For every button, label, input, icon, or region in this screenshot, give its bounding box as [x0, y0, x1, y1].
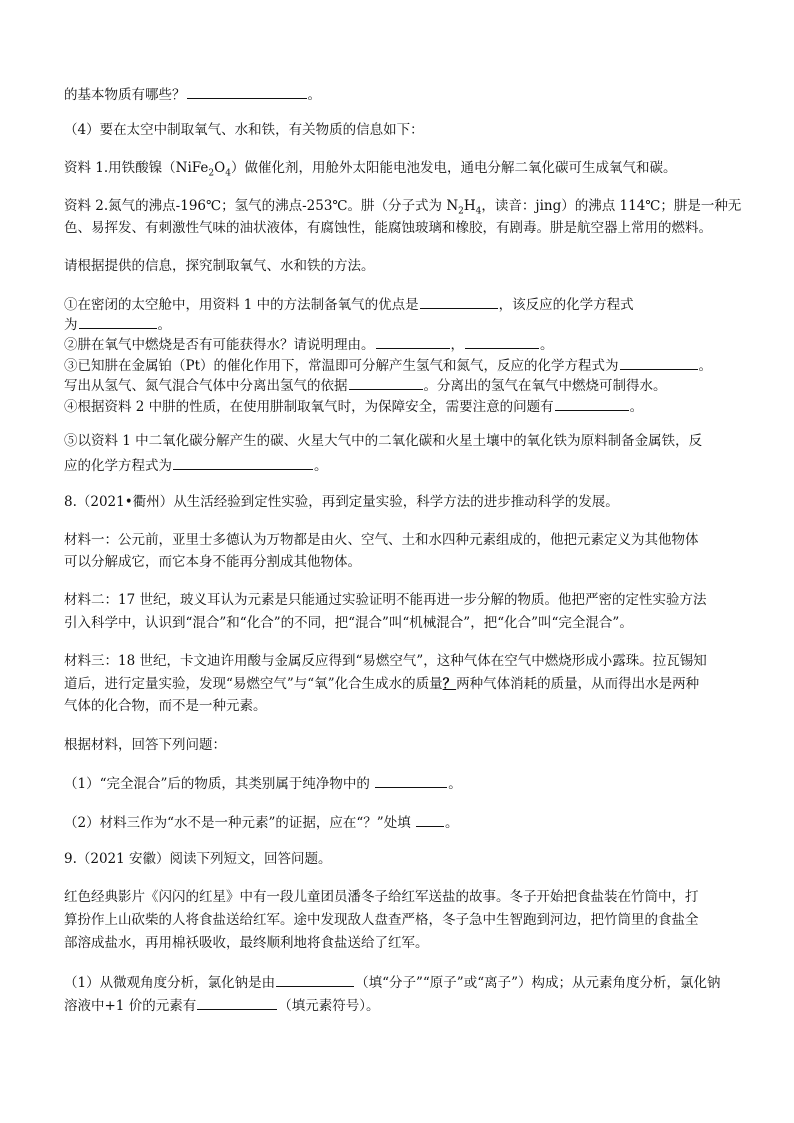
ref1-text-a: 资料 1.用铁酸镍（NiFe [64, 160, 209, 176]
ref2-line1 [64, 197, 741, 215]
ref2-text-c: ，读音：jing）的沸点 114℃；肼是一种无 [481, 198, 742, 214]
answer-blank[interactable] [349, 375, 423, 390]
line-end: 。 [157, 317, 171, 333]
line-end: 。 [445, 815, 459, 831]
q9-q1-mid: （填“分子”“原子”或“离子”）构成；从元素角度分析，氯化钠 [355, 975, 721, 991]
q7-tail-line [64, 84, 321, 104]
line-end: 。 [698, 358, 713, 374]
answer-blank[interactable] [376, 334, 450, 349]
q8-q1-line [64, 773, 462, 793]
ref1-text-b: O [214, 160, 226, 176]
q7-tail-text: 的基本物质有哪些？ [64, 87, 186, 103]
answer-blank[interactable] [197, 995, 277, 1010]
q9-p-line2: 算扮作上山砍柴的人将食盐送给红军。途中发现敌人盘查严格，冬子急中生智跑到河边，把竹筒里的食盐全 [64, 912, 699, 928]
s3-line2-end: 。分离出的氢气在氧气中燃烧可制得水。 [423, 378, 667, 394]
m3-text-a: 道后，进行定量实验，发现“易燃空气”与“氧”化合生成水的质量 [64, 676, 443, 692]
answer-blank[interactable] [187, 84, 307, 99]
s1-line2-text: 为 [64, 317, 78, 333]
q9-q1-line2 [64, 995, 379, 1015]
answer-blank[interactable] [465, 334, 539, 349]
q8-q2-text: （2）材料三作为“水不是一种元素”的证据，应在“？”处填 [64, 815, 411, 831]
q8-q2-line [64, 812, 459, 832]
s5-line1: ⑤以资料 1 中二氧化碳分解产生的碳、火星大气中的二氧化碳和火星土壤中的氧化铁为原料制备金属铁，反 [64, 433, 703, 449]
q9-p-line1: 红色经典影片《闪闪的红星》中有一段儿童团员潘冬子给红军送盐的故事。冬子开始把食盐装在竹筒中，打 [64, 889, 699, 905]
ref1-sub1: 2 [208, 168, 215, 179]
ref2-sub2: 4 [475, 206, 482, 217]
q8-m1-line2: 可以分解成它，而它本身不能再分割成其他物体。 [64, 554, 361, 570]
s2-line [64, 334, 554, 354]
ref1-text-c: ）做催化剂，用舱外太阳能电池发电，通电分解二氧化碳可生成氧气和碳。 [230, 160, 677, 176]
s5-line2-text: 应的化学方程式为 [64, 458, 172, 474]
ref1-sub2: 4 [225, 168, 231, 179]
q9-p-line3: 部溶成盐水，再用棉袄吸收，最终顺利地将食盐送给了红军。 [64, 935, 429, 951]
s4-text: ④根据资料 2 中肼的性质，在使用肼制取氧气时，为保障安全，需要注意的问题有 [64, 399, 554, 415]
s5-line2 [64, 455, 328, 475]
line-end: 。 [314, 458, 328, 474]
q8-m3-line3: 气体的化合物，而不是一种元素。 [64, 698, 267, 714]
instruction: 请根据提供的信息，探究制取氧气、水和铁的方法。 [64, 258, 375, 274]
q9-q1-line2-end: （填元素符号）。 [278, 998, 380, 1014]
q8-m3-line2 [64, 675, 699, 693]
q9-q1-line1 [64, 972, 721, 992]
s1-text-end: ，该反应的化学方程式 [498, 297, 634, 313]
q8-m3-line1: 材料三：18 世纪，卡文迪许用酸与金属反应得到“易燃空气”，这种气体在空气中燃烧形成小露珠。拉瓦锡知 [64, 653, 707, 669]
s4-line [64, 396, 643, 416]
q8-prompt: 根据材料，回答下列问题： [64, 737, 226, 753]
q8-m2-line1: 材料二：17 世纪，玻义耳认为元素是只能通过实验证明不能再进一步分解的物质。他把严密的定性实验方法 [64, 592, 707, 608]
answer-blank[interactable] [416, 812, 444, 827]
answer-blank[interactable] [276, 972, 354, 987]
s3-line2 [64, 375, 667, 395]
s2-mid: ， [450, 337, 464, 353]
line-end: 。 [540, 337, 554, 353]
m3-text-b: 两种气体消耗的质量，从而得出水是两种 [456, 676, 700, 692]
ref2-text-b: H [463, 198, 476, 214]
ref1-line [64, 159, 676, 177]
answer-blank[interactable] [375, 773, 447, 788]
q9-heading: 9.（2021 安徽）阅读下列短文，回答问题。 [64, 851, 332, 867]
s3-text: ③已知肼在金属铂（Pt）的催化作用下，常温即可分解产生氢气和氮气，反应的化学方程式为 [64, 358, 619, 374]
s3-line1 [64, 355, 712, 375]
line-end: 。 [448, 776, 462, 792]
q9-q1-text: （1）从微观角度分析，氯化钠是由 [64, 975, 276, 991]
q8-heading: 8.（2021•衢州）从生活经验到定性实验，再到定量实验，科学方法的进步推动科学的发展。 [64, 494, 619, 510]
line-end: 。 [307, 87, 321, 103]
answer-blank[interactable] [620, 355, 698, 370]
q8-q1-text: （1）“完全混合”后的物质，其类别属于纯净物中的 [64, 776, 370, 792]
s1-line2 [64, 314, 171, 334]
ref2-text-a: 资料 2.氮气的沸点-196℃；氢气的沸点-253℃。肼（分子式为 N [64, 198, 459, 214]
q9-q1-line2-text: 溶液中+1 价的元素有 [64, 998, 197, 1014]
s2-text: ②肼在氧气中燃烧是否有可能获得水？请说明理由。 [64, 337, 375, 353]
q8-m2-line2: 引入科学中，认识到“混合”和“化合”的不同，把“混合”叫“机械混合”，把“化合”叫“完全混合”。 [64, 615, 633, 631]
s3-line2-text: 写出从氢气、氮气混合气体中分离出氢气的依据 [64, 378, 348, 394]
s1-line1 [64, 294, 634, 314]
s1-text: ①在密闭的太空舱中，用资料 1 中的方法制备氧气的优点是 [64, 297, 419, 313]
answer-blank[interactable] [173, 455, 313, 470]
q7-4-intro: （4）要在太空中制取氧气、水和铁，有关物质的信息如下： [64, 122, 424, 138]
m3-question-mark: ？ [442, 676, 457, 692]
answer-blank[interactable] [555, 396, 629, 411]
line-end: 。 [629, 399, 644, 415]
ref2-line2: 色、易挥发、有刺激性气味的油状液体，有腐蚀性，能腐蚀玻璃和橡胶，有剧毒。肼是航空器上常用的燃料。 [64, 220, 712, 236]
ref2-sub1: 2 [458, 206, 464, 217]
answer-blank[interactable] [420, 294, 498, 309]
q8-m1-line1: 材料一：公元前，亚里士多德认为万物都是由火、空气、土和水四种元素组成的，他把元素定义为其他物体 [64, 532, 699, 548]
answer-blank[interactable] [79, 314, 157, 329]
